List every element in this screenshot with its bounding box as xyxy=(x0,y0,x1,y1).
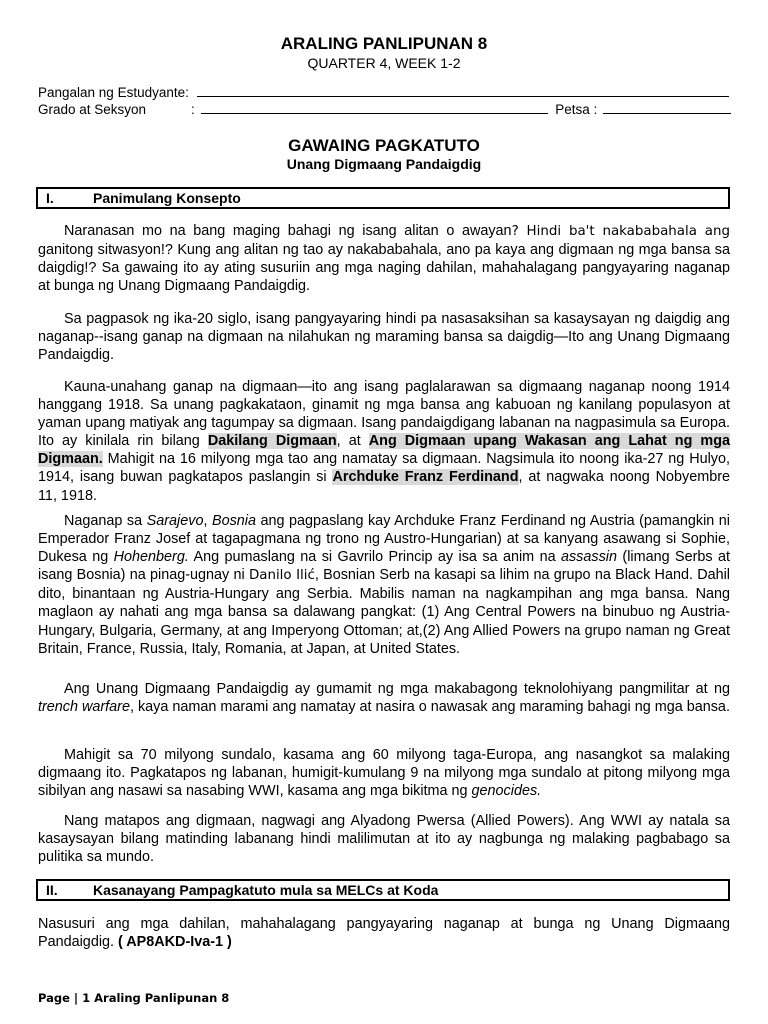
paragraph-text: Mahigit na 16 milyong mga tao ang namatay sa digmaan. Nagsimula ito noong ika-27 ng Hulyo, 1914, isang buwan pagkatapos paslangin si xyxy=(38,451,730,486)
highlighted-term: Dakilang Digmaan xyxy=(207,433,337,450)
document-title: ARALING PANLIPUNAN 8 xyxy=(280,34,488,53)
section-header-1 xyxy=(36,187,730,209)
section-title: Panimulang Konsepto xyxy=(93,190,241,206)
paragraph-text: , Bosnian Serb na kasapi sa lihim na grupo na Black Hand. Dahil dito, binantaan ng Austria-Hungary ang Serbia. Mabilis naman na nagkampihan ang mga bansa. Nang maglaon ay nahati ang mga bansa sa dalawang pangkat: (1) Ang Central Powers na binubuo ng Austria-Hungary, Bulgaria, Germany, at ang Imperyong Ottoman; at,(2) Ang Allied Powers na grupo naman ng Great Britain, France, Russia, Italy, Romania, at Japan, at United States. xyxy=(38,567,731,657)
date-field[interactable] xyxy=(603,101,731,114)
paragraph-text: , xyxy=(203,513,212,529)
italic-term: trench warfare xyxy=(38,699,130,716)
melc-code: ( AP8AKD-Iva-1 ) xyxy=(118,934,232,951)
paragraph-text: ? Hindi ba't nakababahala ang xyxy=(511,224,730,239)
grade-section-row xyxy=(38,101,731,117)
document-subtitle: QUARTER 4, WEEK 1-2 xyxy=(307,55,461,71)
paragraph-text: Kauna-unahang ganap na digmaan—ito ang isang paglalarawan sa digmaang naganap noong 1914 hanggang 1918. Sa unang pagkakataon, ginamit ng mga bansa ang kabuoan ng kanilang populasyon at yaman upang matiyak ang tagumpay sa digmaan. Isang pandaigdigang labanan na nagpasimula sa Europa. Ito ay kinilala rin bilang xyxy=(38,379,730,450)
grade-section-field[interactable] xyxy=(201,101,548,114)
italic-term: genocides. xyxy=(471,783,542,800)
paragraph-text: Naranasan mo na bang maging bahagi ng isang alitan o awayan xyxy=(64,223,512,239)
italic-term: Bosnia xyxy=(211,513,256,529)
paragraph-melc xyxy=(38,915,730,951)
grade-section-label: Grado at Seksyon xyxy=(38,102,147,117)
student-name-field[interactable] xyxy=(197,84,729,97)
grade-section-colon: : xyxy=(191,102,195,117)
italic-term: Sarajevo xyxy=(146,513,204,529)
section-number: I. xyxy=(46,190,54,206)
paragraph-first-war xyxy=(38,378,730,505)
paragraph-text: , kaya naman marami ang namatay at nasira o nawasak ang maraming bahagi ng mga bansa. xyxy=(129,699,730,716)
paragraph-text: Ang Unang Digmaang Pandaigdig ay gumamit ng mga makabagong teknolohiyang pangmilitar at ng xyxy=(64,681,730,697)
section-number: II. xyxy=(46,882,58,898)
page-footer: Page | 1 Araling Panlipunan 8 xyxy=(38,991,230,1005)
paragraph-casualties xyxy=(38,746,730,800)
highlighted-term: Ang Digmaan upang Wakasan ang Lahat ng mga Digmaan. xyxy=(38,433,731,468)
date-label: Petsa : xyxy=(555,102,598,117)
section-title: Kasanayang Pampagkatuto mula sa MELCs at Koda xyxy=(93,882,439,898)
italic-term: Hohenberg. xyxy=(113,549,189,566)
paragraph-intro xyxy=(38,222,730,295)
paragraph-technology xyxy=(38,680,730,716)
paragraph-text: Nang matapos ang digmaan, nagwagi ang Alyadong Pwersa (Allied Powers). Ang WWI ay natala sa kasaysayan bilang matinding labanang hindi malilimutan at ito ay nagbunga ng malaking pagbabago sa pulitika sa mundo. xyxy=(38,813,730,866)
paragraph-text: Naganap sa xyxy=(64,513,147,529)
paragraph-text: Mahigit sa 70 milyong sundalo, kasama ang 60 milyong taga-Europa, ang nasangkot sa malaking digmaang ito. Pagkatapos ng labanan, humigit-kumulang 9 na milyong mga sundalo at pitong milyong mga sibilyan ang nasawi sa nasabing WWI, kasama ang mga bikitma ng xyxy=(38,747,730,800)
paragraph-text: ang pagpaslang kay Archduke Franz Ferdinand ng Austria (pamangkin ni Emperador Franz Josef at tagapagmana ng trono ng Austro-Hungarian) at sa kanyang asawang si Sophie, Dukesa ng xyxy=(38,513,731,566)
italic-term: assassin xyxy=(560,549,617,566)
paragraph-text: (limang Serbs at isang Bosnia) na pinag-ugnay ni xyxy=(38,549,731,584)
paragraph-text: , at xyxy=(336,433,369,450)
activity-subtitle: Unang Digmaang Pandaigdig xyxy=(286,156,482,172)
student-name-label: Pangalan ng Estudyante: xyxy=(38,85,189,100)
paragraph-text: Ang pumaslang na si Gavrilo Princip ay isa sa anim na xyxy=(188,549,561,566)
paragraph-text: Nasusuri ang mga dahilan, mahahalagang pangyayaring naganap at bunga ng Unang Digmaang Pandaigdig. xyxy=(38,916,730,951)
section-header-2 xyxy=(36,879,730,901)
paragraph-sarajevo xyxy=(38,512,730,658)
paragraph-text: Sa pagpasok ng ika-20 siglo, isang pangyayaring hindi pa nasasaksihan sa kasaysayan ng daigdig ang naganap--isang ganap na digmaan na nilahukan ng maraming bansa sa daigdig—Ito ang Unang Digmaang Pandaigdig. xyxy=(38,311,730,364)
paragraph-text: Danilo Ilić xyxy=(248,568,315,584)
activity-title: GAWAING PAGKATUTO xyxy=(288,136,480,155)
paragraph-end-of-war xyxy=(38,812,730,866)
paragraph-text: , at nagwaka noong Nobyembre 11, 1918. xyxy=(38,469,730,504)
paragraph-20th-century xyxy=(38,310,730,364)
paragraph-text: ganitong sitwasyon!? Kung ang alitan ng tao ay nakababahala, ano pa kaya ang digmaan ng mga bansa sa daigdig!? Sa gawaing ito ay ating susuriin ang mga naging dahilan, mahahalagang pangyayaring naganap at bunga ng Unang Digmaang Pandaigdig. xyxy=(38,242,730,295)
student-name-row xyxy=(38,84,729,100)
highlighted-term: Archduke Franz Ferdinand xyxy=(332,469,519,486)
